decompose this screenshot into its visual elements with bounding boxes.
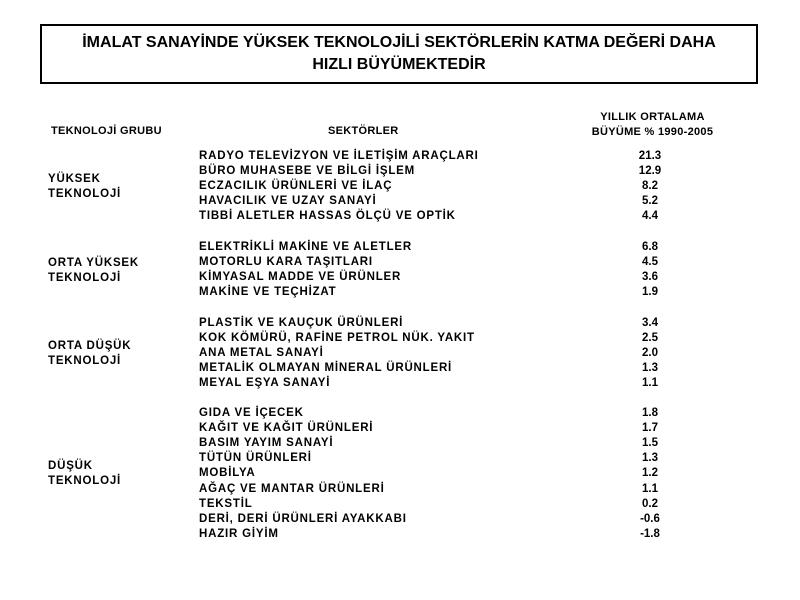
sector-name: KİMYASAL MADDE VE ÜRÜNLER (199, 271, 402, 283)
slide-title (40, 24, 758, 84)
growth-value: 1.1 (642, 483, 658, 495)
sector-name: MEYAL EŞYA SANAYİ (199, 377, 331, 389)
growth-value: 8.2 (642, 180, 658, 192)
technology-group-label-line-2: TEKNOLOJİ (48, 188, 122, 200)
growth-value: 1.7 (642, 422, 658, 434)
growth-value: 1.9 (642, 286, 658, 298)
growth-value: 0.2 (642, 498, 658, 510)
sector-name: TEKSTİL (199, 498, 253, 510)
sector-name: TIBBİ ALETLER HASSAS ÖLÇÜ VE OPTİK (199, 210, 456, 222)
technology-group-label: YÜKSEK (48, 173, 101, 185)
growth-value: 1.8 (642, 407, 658, 419)
sector-name: METALİK OLMAYAN MİNERAL ÜRÜNLERİ (199, 362, 453, 374)
sector-name: DERİ, DERİ ÜRÜNLERİ AYAKKABI (199, 513, 407, 525)
technology-group-label-line-2: TEKNOLOJİ (48, 355, 122, 367)
header-annual-growth (580, 110, 725, 140)
growth-value: 3.4 (642, 317, 658, 329)
growth-value: 1.3 (642, 452, 658, 464)
technology-group-label: ORTA DÜŞÜK (48, 340, 132, 352)
sector-name: ECZACILIK ÜRÜNLERİ VE İLAÇ (199, 180, 393, 192)
growth-value: 1.3 (642, 362, 658, 374)
header-sectors: SEKTÖRLER (328, 125, 399, 137)
growth-value: 5.2 (642, 195, 658, 207)
growth-value: 12.9 (638, 165, 662, 177)
sector-name: MOTORLU KARA TAŞITLARI (199, 256, 373, 268)
sector-name: TÜTÜN ÜRÜNLERİ (199, 452, 312, 464)
sector-name: RADYO TELEVİZYON VE İLETİŞİM ARAÇLARI (199, 150, 479, 162)
sector-name: KOK KÖMÜRÜ, RAFİNE PETROL NÜK. YAKIT (199, 332, 475, 344)
title-line-2: HIZLI BÜYÜMEKTEDİR (312, 56, 486, 73)
growth-value: 1.5 (642, 437, 658, 449)
sector-name: MAKİNE VE TEÇHİZAT (199, 286, 337, 298)
sector-name: HAVACILIK VE UZAY SANAYİ (199, 195, 377, 207)
technology-group-label: DÜŞÜK (48, 460, 93, 472)
sector-name: BASIM YAYIM SANAYİ (199, 437, 334, 449)
sector-name: KAĞIT VE KAĞIT ÜRÜNLERİ (199, 422, 374, 434)
sector-name: ANA METAL SANAYİ (199, 347, 324, 359)
sector-name: HAZIR GİYİM (199, 528, 279, 540)
growth-value: 4.4 (642, 210, 658, 222)
sector-name: ELEKTRİKLİ MAKİNE VE ALETLER (199, 241, 413, 253)
growth-value: -1.8 (640, 528, 660, 540)
growth-value: 1.1 (642, 377, 658, 389)
sector-name: MOBİLYA (199, 467, 256, 479)
sector-name: PLASTİK VE KAUÇUK ÜRÜNLERİ (199, 317, 404, 329)
header-growth-line-2: BÜYÜME % 1990-2005 (591, 126, 714, 138)
growth-value: 1.2 (642, 467, 658, 479)
header-technology-group: TEKNOLOJİ GRUBU (51, 125, 162, 137)
growth-value: 6.8 (642, 241, 658, 253)
growth-value: 2.0 (642, 347, 658, 359)
technology-group-label-line-2: TEKNOLOJİ (48, 475, 122, 487)
growth-value: 2.5 (642, 332, 658, 344)
sector-name: AĞAÇ VE MANTAR ÜRÜNLERİ (199, 483, 385, 495)
growth-value: 3.6 (642, 271, 658, 283)
technology-group-label: ORTA YÜKSEK (48, 257, 140, 269)
growth-value: 21.3 (638, 150, 662, 162)
technology-group-label-line-2: TEKNOLOJİ (48, 272, 122, 284)
sector-name: BÜRO MUHASEBE VE BİLGİ İŞLEM (199, 165, 415, 177)
growth-value: -0.6 (640, 513, 660, 525)
header-growth-line-1: YILLIK ORTALAMA (600, 111, 705, 123)
sector-name: GIDA VE İÇECEK (199, 407, 304, 419)
growth-value: 4.5 (642, 256, 658, 268)
title-line-1: İMALAT SANAYİNDE YÜKSEK TEKNOLOJİLİ SEKTÖRLERİN KATMA DEĞERİ DAHA (82, 34, 716, 51)
